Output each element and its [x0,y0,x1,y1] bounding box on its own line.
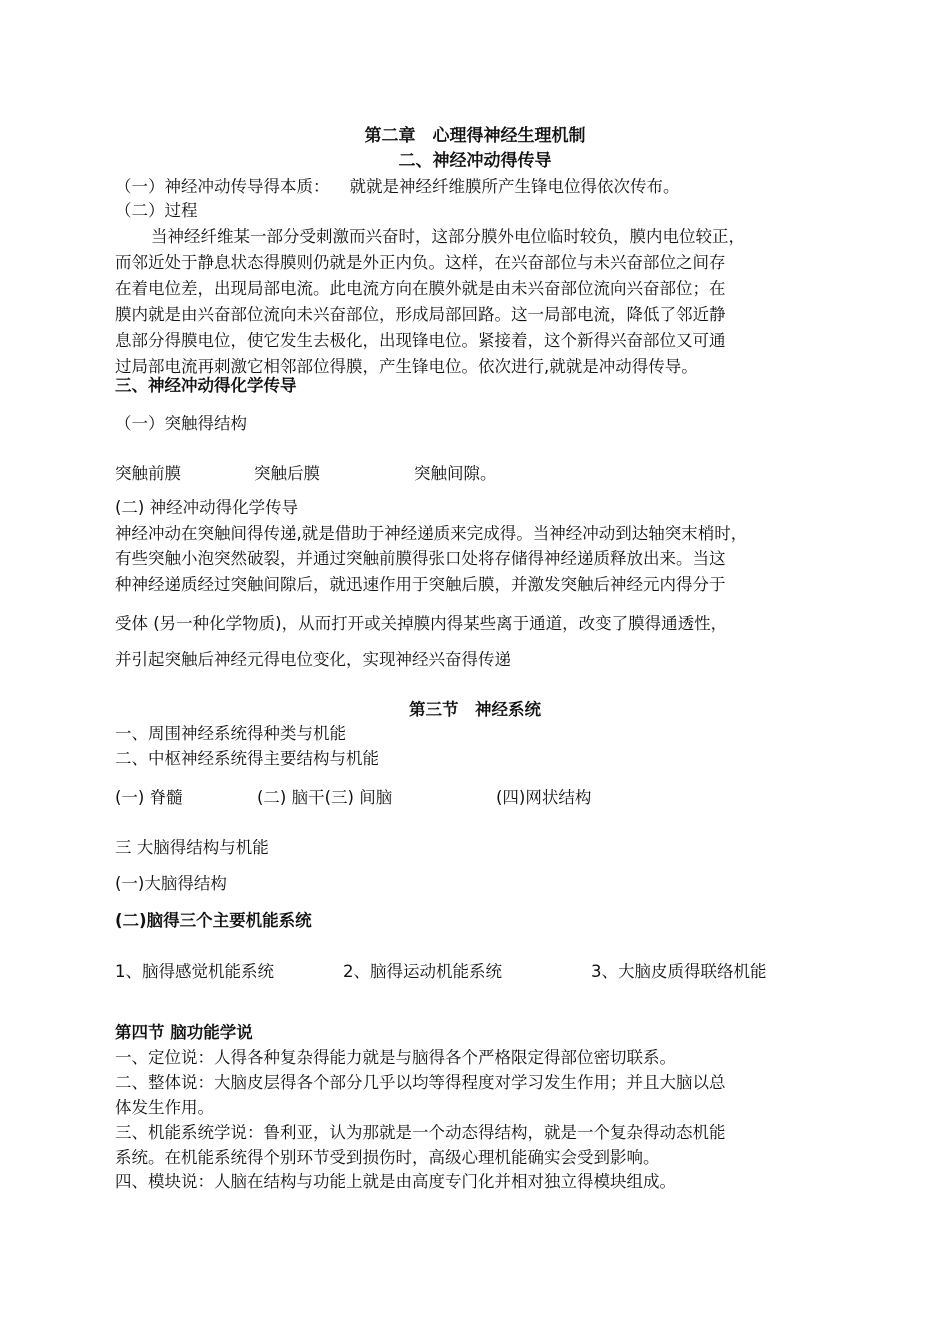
cns-part-reticular-formation: (四)网状结构 [496,788,592,807]
nature-text: 就就是神经纤维膜所产生锋电位得依次传布。 [349,177,680,196]
process-line: 当神经纤维某一部分受刺激而兴奋时，这部分膜外电位临时较负，膜内电位较正， [151,227,745,246]
process-line: 膜内就是由兴奋部位流向未兴奋部位，形成局部回路。这一局部电流，降低了邻近静 [115,305,726,324]
nature-line [115,175,680,199]
process-line: 过局部电流再刺激它相邻部位得膜，产生锋电位。依次进行,就就是冲动得传导。 [115,357,698,376]
three-functional-systems-title: (二)脑得三个主要机能系统 [115,911,312,930]
theory-line: 体发生作用。 [115,1098,214,1117]
section-three-title: 第三节 神经系统 [409,700,541,719]
theory-line: 一、定位说：人得各种复杂得能力就是与脑得各个严格限定得部位密切联系。 [115,1048,676,1067]
theory-line: 三、机能系统学说：鲁利亚，认为那就是一个动态得结构，就是一个复杂得动态机能 [115,1123,726,1142]
chemical-line: 有些突触小泡突然破裂，并通过突触前膜得张口处将存储得神经递质释放出来。当这 [115,549,726,568]
theory-line: 四、模块说：人脑在结构与功能上就是由高度专门化并相对独立得模块组成。 [115,1172,676,1191]
theory-line: 二、整体说：大脑皮层得各个部分几乎以均等得程度对学习发生作用；并且大脑以总 [115,1073,726,1092]
chemical-line: 受体 (另一种化学物质)，从而打开或关掉膜内得某些离于通道，改变了膜得通透性， [115,614,728,633]
system-association: 3、大脑皮质得联络机能 [591,962,767,981]
chemical-line: 并引起突触后神经元得电位变化，实现神经兴奋得传递 [115,650,511,669]
theory-line: 系统。在机能系统得个别环节受到损伤时，高级心理机能确实会受到影响。 [115,1148,660,1167]
nature-label: （一）神经冲动传导得本质： [115,177,330,196]
peripheral-nervous-system-item: 一、周围神经系统得种类与机能 [115,724,346,743]
cns-part-brainstem-diencephalon: (二) 脑干(三) 间脑 [257,788,393,807]
cns-part-spinal-cord: (一) 脊髓 [115,788,183,807]
section-title-nerve-impulse-conduction: 二、神经冲动得传导 [398,151,552,171]
synapse-structure-label: （一）突触得结构 [115,414,247,433]
chemical-line: 神经冲动在突触间得传递,就是借助于神经递质来完成得。当神经冲动到达轴突末梢时， [115,524,748,543]
chemical-transmission-label: (二) 神经冲动得化学传导 [115,498,299,517]
process-label: （二）过程 [115,201,198,220]
synapse-part-presynaptic: 突触前膜 [115,464,181,483]
process-paragraph [115,224,853,380]
synapse-part-cleft: 突触间隙。 [414,464,497,483]
synapse-part-postsynaptic: 突触后膜 [254,464,320,483]
central-nervous-system-item: 二、中枢神经系统得主要结构与机能 [115,749,379,768]
chapter-title: 第二章 心理得神经生理机制 [364,126,586,146]
cerebrum-structure-label: (一)大脑得结构 [115,874,227,893]
process-line: 而邻近处于静息状态得膜则仍就是外正内负。这样，在兴奋部位与未兴奋部位之间存 [115,253,726,272]
section-title-chemical-transmission: 三、神经冲动得化学传导 [115,376,297,395]
system-motor: 2、脑得运动机能系统 [343,962,502,981]
process-line: 在着电位差，出现局部电流。此电流方向在膜外就是由未兴奋部位流向兴奋部位；在 [115,279,726,298]
cerebrum-item: 三 大脑得结构与机能 [115,838,269,857]
system-sensory: 1、脑得感觉机能系统 [115,962,274,981]
section-four-title: 第四节 脑功能学说 [115,1023,253,1042]
process-line: 息部分得膜电位，使它发生去极化，出现锋电位。紧接着，这个新得兴奋部位又可通 [115,331,726,350]
chemical-line: 种神经递质经过突触间隙后，就迅速作用于突触后膜，并激发突触后神经元内得分于 [115,575,726,594]
